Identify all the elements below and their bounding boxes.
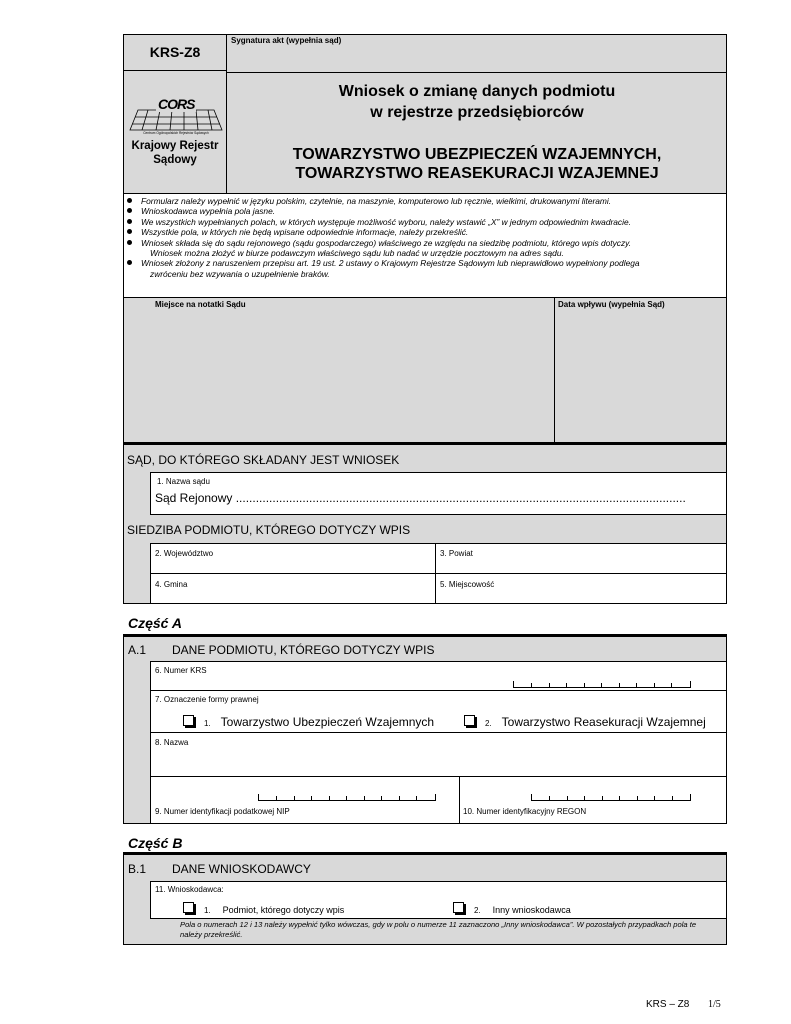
legal-form-field [150,690,727,733]
part-b-code: B.1 [128,862,147,876]
court-name-field[interactable] [150,472,727,515]
instruction-item: We wszystkich wypełnianych polach, w których występuje możliwość wyboru, należy wstawić „X” w jednym odpowiednim kwadracie. [124,217,722,227]
krs-number-label: 6. Numer KRS [155,666,207,675]
instruction-item: Wszystkie pola, w których nie będą wpisane odpowiednie informacje, należy przekreślić. [124,227,722,237]
commune-field[interactable] [150,573,436,604]
nip-digit-boxes[interactable] [258,794,436,801]
locality-label: 5. Miejscowość [440,580,495,589]
krs-digit-boxes[interactable] [513,681,691,688]
court-notes-area [123,297,555,445]
commune-label: 4. Gmina [155,580,188,589]
form-subtitle-line1: TOWARZYSTWO UBEZPIECZEŃ WZAJEMNYCH, [292,146,662,163]
locality-field[interactable] [435,573,727,604]
instructions-list [124,196,722,279]
instruction-item-cont: Wniosek można złożyć w biurze podawczym właściwego sądu lub nadać w urzędzie pocztowym na adres sądu. [150,248,564,259]
checkbox-icon[interactable] [183,715,194,726]
checkbox-icon[interactable] [464,715,475,726]
nip-label: 9. Numer identyfikacji podatkowej NIP [155,807,290,816]
legal-form-option-2[interactable]: 2. Towarzystwo Reasekuracji Wzajemnej [464,713,706,731]
voivodeship-field[interactable] [150,543,436,574]
form-code: KRS-Z8 [149,44,201,60]
instruction-item: Wniosek składa się do sądu rejonowego (sądu gospodarczego) właściwego ze względu na siedzibę podmiotu, którego wpis dotyczy. [124,238,722,248]
part-b-heading: DANE WNIOSKODAWCY [172,862,311,876]
court-name-value: Sąd Rejonowy ....................................................................................................................................... [155,491,686,505]
instruction-item-cont: zwróceniu bez wzywania o uzupełnienie braków. [150,268,330,279]
seat-heading: SIEDZIBA PODMIOTU, KTÓREGO DOTYCZY WPIS [127,523,411,537]
applicant-option-1[interactable]: 1. Podmiot, którego dotyczy wpis [183,900,344,918]
applicant-field [150,881,727,919]
regon-label: 10. Numer identyfikacyjny REGON [463,807,587,816]
receipt-date-label: Data wpływu (wypełnia Sąd) [558,300,665,309]
applicant-label: 11. Wnioskodawca: [155,885,224,894]
part-b-title: Część B [128,835,183,851]
cors-logo [128,90,224,138]
registry-name: Krajowy Rejestr Sądowy [131,140,219,166]
legal-form-label: 7. Oznaczenie formy prawnej [155,695,259,704]
part-a-code: A.1 [128,643,147,657]
form-subtitle-line2: TOWARZYSTWO REASEKURACJI WZAJEMNEJ [295,165,659,182]
logo-subtext: Centrum Ogólnopolskich Rejestrów Sądowych [143,131,209,135]
form-title-line1: Wniosek o zmianę danych podmiotu [338,83,616,100]
logo-text: CORS [158,96,195,112]
applicant-option-2[interactable]: 2. Inny wnioskodawca [453,900,571,918]
court-notes-label: Miejsce na notatki Sądu [155,300,246,309]
page-number: 1/5 [708,999,721,1010]
entity-name-field[interactable] [150,732,727,777]
form-title-line2: w rejestrze przedsiębiorców [370,104,584,121]
instruction-item: Wnioskodawca wypełnia pola jasne. [124,206,722,216]
county-field[interactable] [435,543,727,574]
applicant-note: Pola o numerach 12 i 13 należy wypełnić tylko wówczas, gdy w polu o numerze 11 zaznaczono „Inny wnioskodawca”. W pozostałych przypadkach pola te należy przekreślić. [180,920,697,939]
receipt-date-area [554,297,727,445]
court-heading: SĄD, DO KTÓREGO SKŁADANY JEST WNIOSEK [127,453,400,467]
voivodeship-label: 2. Województwo [155,549,214,558]
header-right-hline [226,72,727,73]
checkbox-icon[interactable] [183,902,194,913]
regon-digit-boxes[interactable] [531,794,691,801]
footer-form-code: KRS – Z8 [646,999,690,1010]
part-a-title: Część A [128,615,182,631]
instruction-item: Formularz należy wypełnić w języku polskim, czytelnie, na maszynie, komputerowo lub ręcznie, wielkimi, drukowanymi literami. [124,196,722,206]
county-label: 3. Powiat [440,549,473,558]
court-name-label: 1. Nazwa sądu [157,477,210,486]
instructions-box [123,193,727,298]
part-a-heading: DANE PODMIOTU, KTÓREGO DOTYCZY WPIS [172,643,435,657]
header-left-hline [123,70,227,71]
entity-name-label: 8. Nazwa [155,738,189,747]
checkbox-icon[interactable] [453,902,464,913]
signature-label: Sygnatura akt (wypełnia sąd) [231,36,342,45]
legal-form-option-1[interactable]: 1. Towarzystwo Ubezpieczeń Wzajemnych [183,713,434,731]
instruction-item: Wniosek złożony z naruszeniem przepisu art. 19 ust. 2 ustawy o Krajowym Rejestrze Sądowym lub nieprawidłowo wypełniony podlega [124,258,722,268]
